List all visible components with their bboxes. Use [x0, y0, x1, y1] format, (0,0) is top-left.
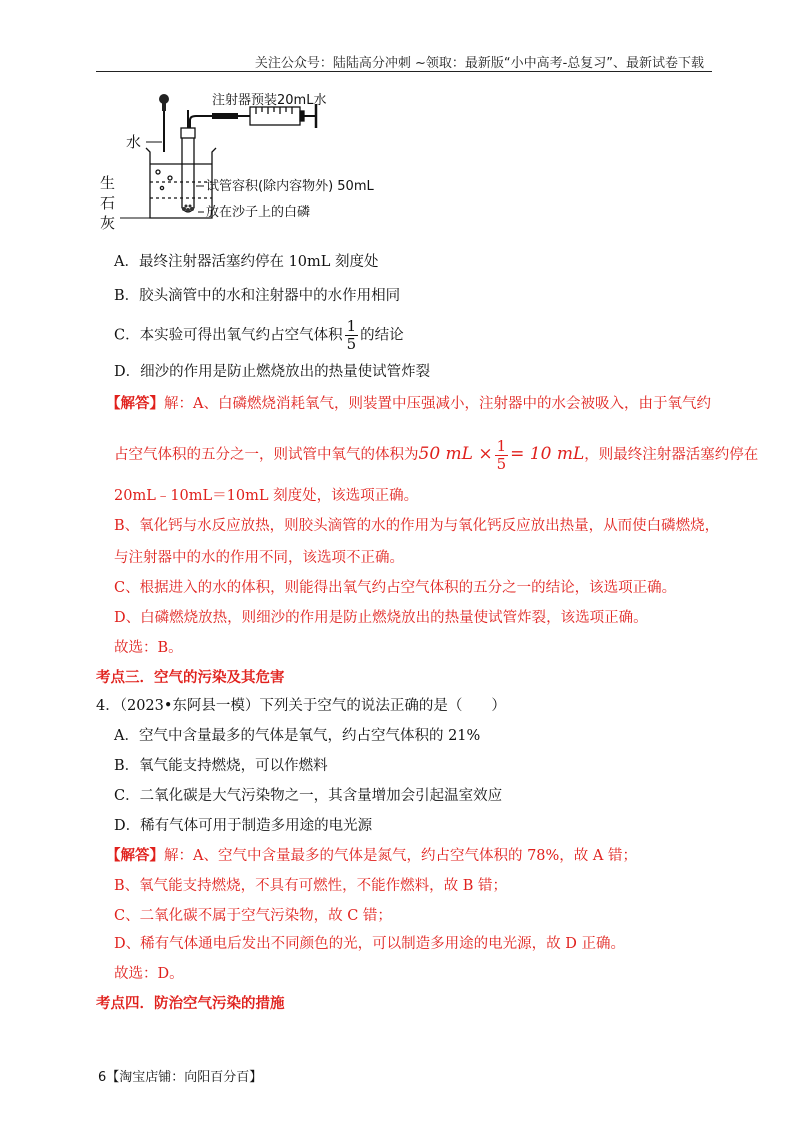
q3-answer-line-2: 占空气体积的五分之一，则试管中氧气的体积为50 mL × $\frac{1}{5}$ = 10 mL，则最终注射器活塞约停在 [114, 436, 759, 473]
q4-answer-line-2: B、氧气能支持燃烧，不具有可燃性，不能作燃料，故 B 错； [114, 878, 508, 894]
q4-option-a: A．空气中含量最多的气体是氧气，约占空气体积的 21% [114, 728, 481, 744]
q3-option-d: D．细沙的作用是防止燃烧放出的热量使试管炸裂 [114, 364, 431, 380]
q3-option-c: C．本实验可得出氧气约占空气体积 $\frac{1}{5}$ 的结论 [114, 317, 404, 353]
sand-icon [182, 205, 194, 213]
page-footer [98, 1066, 262, 1085]
experiment-diagram [100, 90, 460, 240]
q3-option-b: B．胶头滴管中的水和注射器中的水作用相同 [114, 288, 401, 304]
section-heading-4: 考点四．防治空气污染的措施 [96, 996, 285, 1012]
q3-answer-line-5: 与注射器中的水的作用不同，该选项不正确。 [114, 550, 404, 566]
q4-answer-line-1: 【解答】解：A、空气中含量最多的气体是氮气，约占空气体积的 78%，故 A 错； [106, 847, 637, 864]
label-lime-3: 灰 [100, 214, 116, 232]
header-text: 关注公众号：陆陆高分冲刺 ~领取：最新版“小中高考-总复习”、最新试卷下载 [254, 56, 704, 71]
q4-option-c: C．二氧化碳是大气污染物之一，其含量增加会引起温室效应 [114, 788, 503, 804]
q4-stem: 4．（2023•东阿县一模）下列关于空气的说法正确的是（ ） [96, 698, 506, 714]
q4-answer-line-4: D、稀有气体通电后发出不同颜色的光，可以制造多用途的电光源，故 D 正确。 [114, 936, 625, 952]
fraction-one-fifth-answer: $\frac{1}{5}$ [496, 436, 507, 473]
q3-answer-line-8: 故选：B。 [114, 640, 183, 656]
q3-answer-line-3: 20mL﹣10mL＝10mL 刻度处，该选项正确。 [114, 488, 419, 504]
page-header [96, 48, 712, 72]
q4-option-d: D．稀有气体可用于制造多用途的电光源 [114, 818, 373, 834]
q4-answer-line-5: 故选：D。 [114, 966, 184, 982]
test-tube-icon [181, 110, 195, 212]
fraction-one-fifth: $\frac{1}{5}$ [346, 317, 357, 353]
page-number: 6 [98, 1070, 107, 1085]
label-tube: 试管容积(除内容物外) 50mL [206, 179, 374, 194]
q3-answer-line-1: 【解答】解：A、白磷燃烧消耗氧气，则装置中压强减小，注射器中的水会被吸入，由于氧气约 [106, 395, 711, 412]
section-heading-3: 考点三．空气的污染及其危害 [96, 670, 285, 686]
q3-answer-line-4: B、氧化钙与水反应放热，则胶头滴管的水的作用为与氧化钙反应放出热量，从而使白磷燃烧， [114, 518, 720, 534]
label-phosphorus: 放在沙子上的白磷 [206, 205, 311, 220]
q3-answer-line-6: C、根据进入的水的体积，则能得出氧气约占空气体积的五分之一的结论，该选项正确。 [114, 580, 677, 596]
answer-tag: 【解答】 [106, 847, 164, 864]
q4-option-b: B．氧气能支持燃烧，可以作燃料 [114, 758, 328, 774]
label-lime-1: 生 [100, 174, 116, 192]
label-water: 水 [126, 133, 142, 151]
label-syringe: 注射器预装20mL水 [212, 93, 327, 108]
q3-option-a: A．最终注射器活塞约停在 10mL 刻度处 [114, 254, 379, 270]
q3-answer-line-7: D、白磷燃烧放热，则细沙的作用是防止燃烧放出的热量使试管炸裂，该选项正确。 [114, 610, 648, 626]
answer-tag: 【解答】 [106, 395, 164, 412]
rubber-joint [212, 113, 238, 119]
label-lime-2: 石 [100, 194, 116, 212]
dropper-icon [159, 94, 169, 152]
header-rule [96, 71, 712, 72]
footer-text: 【淘宝店铺：向阳百分百】 [106, 1070, 263, 1085]
q4-answer-line-3: C、二氧化碳不属于空气污染物，故 C 错； [114, 908, 392, 924]
